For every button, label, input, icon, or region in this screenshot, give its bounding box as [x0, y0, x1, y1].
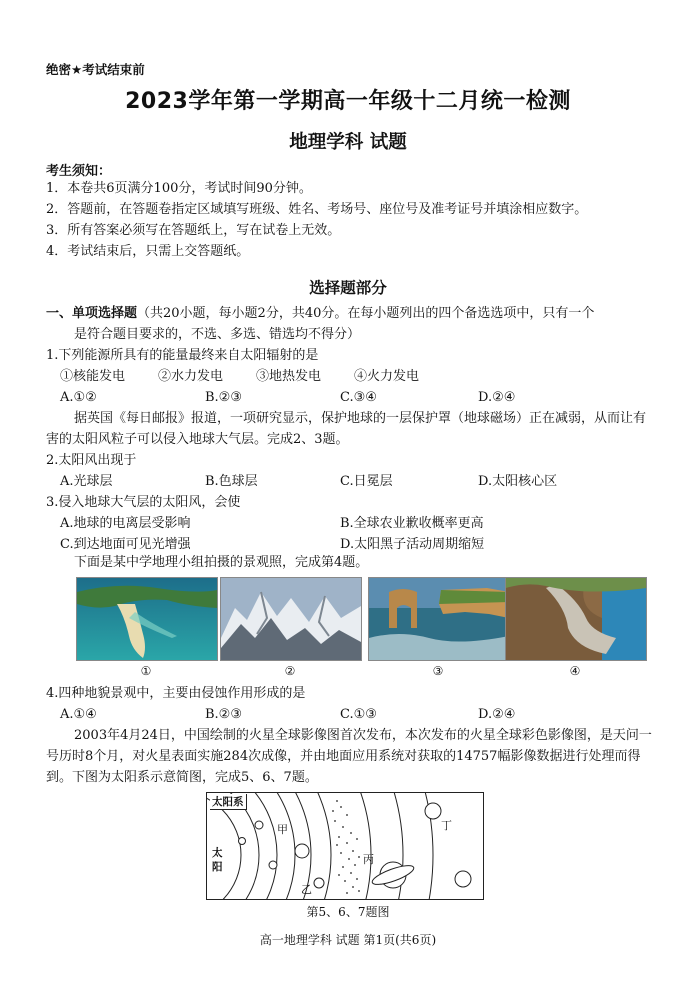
- exam-title: 2023学年第一学期高一年级十二月统一检测: [125, 89, 571, 114]
- planet-label-ding: 丁: [441, 819, 452, 832]
- q4-option-d: D.②④: [478, 707, 516, 722]
- photo-sea-arch: [368, 577, 510, 661]
- section-title: 选择题部分: [309, 279, 387, 297]
- q4-option-a: A.①④: [60, 707, 97, 722]
- photo-label: ④: [569, 664, 581, 678]
- sun-label: 阳: [212, 861, 223, 873]
- q2-option-a: A.光球层: [60, 474, 113, 489]
- part1-header: [46, 304, 594, 324]
- photo-sandspit: [76, 577, 218, 661]
- photo-label: ②: [284, 664, 296, 678]
- part1-desc-cont: 是符合题目要求的，不选、多选、错选均不得分）: [74, 327, 361, 342]
- q1-item: ①核能发电: [60, 369, 126, 384]
- notice-item: 4．考试结束后，只需上交答题纸。: [46, 244, 250, 259]
- photo-snow-mountains: [220, 577, 362, 661]
- q4-option-c: C.①③: [340, 707, 377, 722]
- q1-item: ④火力发电: [354, 369, 420, 384]
- q3-option-b: B.全球农业歉收概率更高: [340, 516, 484, 531]
- q4-stem: 4.四种地貌景观中，主要由侵蚀作用形成的是: [46, 686, 306, 701]
- part1-label: 一、单项选择题: [46, 306, 138, 321]
- sun-label: 太: [212, 847, 223, 859]
- figure-box-title: 太阳系: [210, 794, 247, 810]
- q2-stem: 2.太阳风出现于: [46, 453, 137, 468]
- notice-heading: 考生须知：: [46, 164, 112, 179]
- q1-option-b: B.②③: [205, 390, 242, 405]
- page-footer: 高一地理学科 试题 第1页(共6页): [259, 933, 437, 947]
- passage-mars: 2003年4月24日，中国绘制的火星全球影像图首次发布，本次发布的火星全球彩色影像图，是天问一号历时8个月，对火星表面实施284次成像，并由地面应用系统对获取的14757幅影像数据进行处理而得到。下图为太阳系示意简图，完成5、6、7题。: [46, 728, 652, 785]
- photo-alluvial-fan: [505, 577, 647, 661]
- planet-label-jia: 甲: [277, 823, 288, 836]
- q3-option-c: C.到达地面可见光增强: [60, 537, 191, 552]
- solar-system-diagram: [206, 792, 484, 900]
- figure-caption: 第5、6、7题图: [306, 905, 390, 919]
- photo-label: ③: [432, 664, 444, 678]
- q3-stem: 3.侵入地球大气层的太阳风，会使: [46, 495, 241, 510]
- q2-option-c: C.日冕层: [340, 474, 393, 489]
- q1-option-d: D.②④: [478, 390, 516, 405]
- q1-stem: 1.下列能源所具有的能量最终来自太阳辐射的是: [46, 348, 319, 363]
- q3-option-d: D.太阳黑子活动周期缩短: [340, 537, 485, 552]
- notice-item: 1．本卷共6页满分100分，考试时间90分钟。: [46, 181, 312, 196]
- q2-option-b: B.色球层: [205, 474, 258, 489]
- notice-item: 3．所有答案必须写在答题纸上，写在试卷上无效。: [46, 223, 341, 238]
- q1-item: ③地热发电: [256, 369, 322, 384]
- q1-item: ②水力发电: [158, 369, 224, 384]
- q2-option-d: D.太阳核心区: [478, 474, 558, 489]
- passage-photos: 下面是某中学地理小组拍摄的景观照，完成第4题。: [74, 555, 369, 570]
- q1-option-c: C.③④: [340, 390, 377, 405]
- asteroid-belt: [332, 800, 360, 894]
- photo-label: ①: [140, 664, 152, 678]
- confidential-mark: 绝密★考试结束前: [46, 62, 145, 77]
- notice-item: 2．答题前，在答题卷指定区域填写班级、姓名、考场号、座位号及准考证号并填涂相应数字。: [46, 202, 588, 217]
- q3-option-a: A.地球的电离层受影响: [60, 516, 191, 531]
- planet-label-yi: 乙: [301, 883, 312, 896]
- part1-desc: （共20小题，每小题2分，共40分。在每小题列出的四个备选选项中，只有一个: [137, 306, 595, 321]
- q1-option-a: A.①②: [60, 390, 97, 405]
- planet-label-bing: 丙: [363, 853, 374, 866]
- passage-solar-wind: 据英国《每日邮报》报道，一项研究显示，保护地球的一层保护罩（地球磁场）正在减弱，从而让有害的太阳风粒子可以侵入地球大气层。完成2、3题。: [46, 411, 647, 447]
- q4-option-b: B.②③: [205, 707, 242, 722]
- exam-subtitle: 地理学科 试题: [289, 132, 407, 153]
